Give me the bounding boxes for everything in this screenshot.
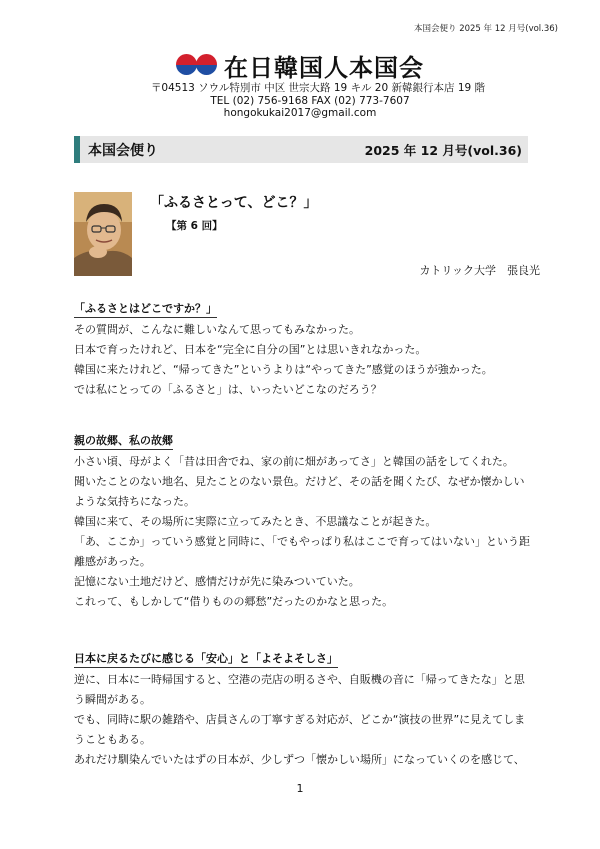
- author-photo: [74, 192, 132, 276]
- org-name: 在日韓国人本国会: [224, 53, 424, 82]
- newsletter-banner: [74, 136, 528, 163]
- text-line: では私にとっての「ふるさと」は、いったいどこなのだろう？: [74, 383, 382, 396]
- text-line: ような気持ちになった。: [74, 495, 195, 508]
- org-logo-icon: [176, 52, 220, 78]
- author-name: カトリック大学 張良光: [419, 264, 540, 277]
- text-line: 韓国に来たけれど、“帰ってきた”というよりは“やってきた”感覚のほうが強かった。: [74, 363, 493, 376]
- section-heading: 日本に戻るたびに感じる「安心」と「よそよそしさ」: [74, 650, 338, 668]
- text-line: 逆に、日本に一時帰国すると、空港の売店の明るさや、自販機の音に「帰ってきたな」と思: [74, 673, 525, 686]
- text-line: う瞬間がある。: [74, 693, 151, 706]
- text-line: その質問が、こんなに難しいなんて思ってもみなかった。: [74, 323, 360, 336]
- article-title: 「ふるさとって、どこ？」: [150, 195, 318, 211]
- text-line: 韓国に来て、その場所に実際に立ってみたとき、不思議なことが起きた。: [74, 515, 437, 528]
- section-body: [74, 320, 534, 400]
- running-header: 本国会便り 2025 年 12 月号(vol.36): [414, 24, 558, 34]
- section-heading: 「ふるさとはどこですか？」: [74, 300, 217, 318]
- section-body: [74, 452, 534, 612]
- org-email: hongokukai2017@gmail.com: [223, 107, 377, 119]
- text-line: 「あ、ここか」っていう感覚と同時に、「でもやっぱり私はここで育ってはいない」という距: [74, 535, 531, 548]
- section-heading: 親の故郷、私の故郷: [74, 432, 173, 450]
- org-phone-fax: TEL (02) 756-9168 FAX (02) 773-7607: [210, 95, 410, 107]
- section-body: [74, 670, 534, 770]
- text-line: 聞いたことのない地名、見たことのない景色。だけど、その話を聞くたび、なぜか懐かしい: [74, 475, 525, 488]
- text-line: 小さい頃、母がよく「昔は田舎でね、家の前に畑があってさ」と韓国の話をしてくれた。: [74, 455, 514, 468]
- issue-label: 2025 年 12 月号(vol.36): [364, 142, 522, 158]
- org-header: [0, 52, 600, 82]
- text-line: 離感があった。: [74, 555, 151, 568]
- text-line: 記憶にない土地だけど、感情だけが先に染みついていた。: [74, 575, 360, 588]
- text-line: あれだけ馴染んでいたはずの日本が、少しずつ「懐かしい場所」になっていくのを感じて、: [74, 753, 525, 766]
- page-number: 1: [296, 782, 304, 795]
- org-address: 〒04513 ソウル特別市 中区 世宗大路 19 キル 20 新韓銀行本店 19 階: [150, 82, 486, 94]
- text-line: 日本で育ったけれど、日本を“完全に自分の国”とは思いきれなかった。: [74, 343, 427, 356]
- episode-label: 【第 6 回】: [166, 220, 223, 232]
- newsletter-title: 本国会便り: [88, 142, 158, 159]
- text-line: うこともある。: [74, 733, 151, 746]
- text-line: でも、同時に駅の雑踏や、店員さんの丁寧すぎる対応が、どこか“演技の世界”に見えてしま: [74, 713, 526, 726]
- text-line: これって、もしかして“借りものの郷愁”だったのかなと思った。: [74, 595, 394, 608]
